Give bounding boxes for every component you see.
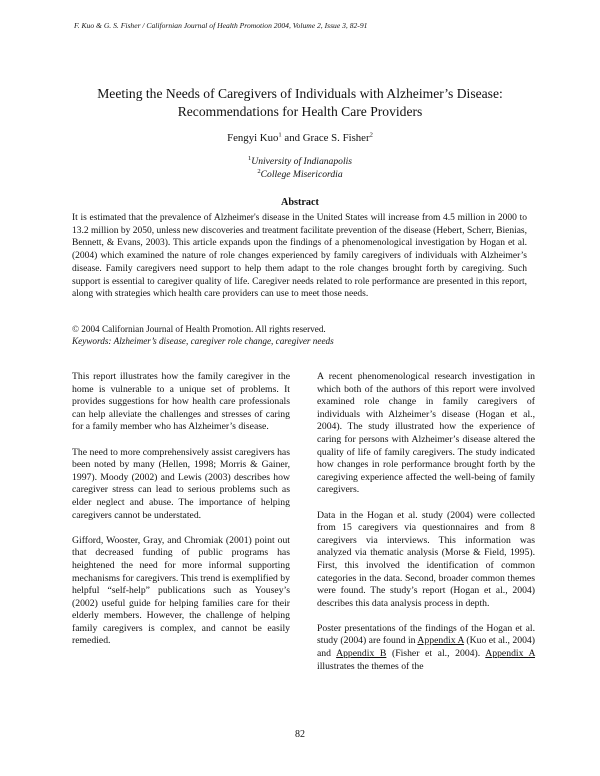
body-paragraph-with-links bbox=[317, 623, 535, 673]
text-run: Poster presentations of the findings of the Hogan et al. study (2004) are found in bbox=[317, 622, 535, 647]
author-conjunction: and bbox=[281, 132, 303, 144]
body-paragraph: This report illustrates how the family caregiver in the home is vulnerable to a unique set of problems. It provides suggestions for how health care professionals can help alleviate the challenges and stresses of caring for a family member who has Alzheimer’s disease. bbox=[72, 371, 290, 433]
text-run: (Kuo et al., 2004) and bbox=[317, 635, 535, 660]
affiliation-2 bbox=[60, 169, 540, 182]
body-paragraph: Gifford, Wooster, Gray, and Chromiak (2001) point out that decreased funding of public programs has heightened the need for more informal supporting mechanisms for caregivers. This trend is exemplified by helpful “self-help” publications such as Yousey’s (2002) useful guide for helping families care for their elderly members. However, the challenge of helping family caregivers is complex, and cannot be easily remedied. bbox=[72, 534, 290, 647]
title-line-2: Recommendations for Health Care Providers bbox=[177, 104, 423, 119]
running-head: F. Kuo & G. S. Fisher / Californian Journal of Health Promotion 2004, Volume 2, Issue 3, 82-91 bbox=[74, 21, 368, 30]
copyright-notice: © 2004 Californian Journal of Health Promotion. All rights reserved. bbox=[72, 324, 326, 334]
author-1-affil-marker: 1 bbox=[278, 131, 282, 139]
body-paragraph: The need to more comprehensively assist caregivers has been noted by many (Hellen, 1998; Morris & Gainer, 1997). Moody (2002) and Lewis (2003) describes how caregiver stress can lead to serious problems such as elder neglect and abuse. The importance of helping caregivers cannot be understated. bbox=[72, 446, 290, 521]
abstract-text: It is estimated that the prevalence of Alzheimer's disease in the United States will increase from 4.5 million in 2000 to 13.2 million by 2050, unless new discoveries and treatment facilitate prevention of the disease (Hebert, Scherr, Bienias, Bennett, & Evans, 2003). This article expands upon the findings of a phenomenological investigation by Hogan et al. (2004) which examined the nature of role changes experienced by family caregivers of individuals with Alzheimer’s disease. Family caregivers need support to help them adapt to the role changes brought forth by caregiving. Such support is essential to caregiver quality of life. Caregiver needs related to role performance are presented in this report, along with strategies which health care providers can use to meet those needs. bbox=[72, 213, 527, 300]
affiliation-1 bbox=[60, 156, 540, 169]
text-run: (Fisher et al., 2004). bbox=[386, 648, 486, 660]
author-2: Grace S. Fisher bbox=[302, 132, 370, 144]
body-column-left bbox=[72, 371, 290, 661]
body-column-right bbox=[317, 371, 535, 686]
affiliations bbox=[60, 156, 540, 181]
title-line-1: Meeting the Needs of Caregivers of Individuals with Alzheimer’s Disease: bbox=[97, 86, 503, 101]
body-paragraph: A recent phenomenological research investigation in which both of the authors of this report were involved examined role change in family caregivers of individuals with Alzheimer’s disease (Hogan et al., 2004). The study illustrated how the experience of caring for persons with Alzheimer’s disease altered the quality of life of family caregivers. The study indicated how changes in role performance brought forth by the caregiving experience affected the well-being of family caregivers. bbox=[317, 371, 535, 496]
keywords: Keywords: Alzheimer’s disease, caregiver role change, caregiver needs bbox=[72, 336, 334, 346]
affiliation-2-name: College Misericordia bbox=[260, 168, 343, 180]
page-number: 82 bbox=[295, 729, 305, 740]
abstract-heading: Abstract bbox=[281, 197, 319, 208]
appendix-a-link[interactable]: Appendix A bbox=[485, 648, 536, 660]
affiliation-2-marker: 2 bbox=[257, 167, 261, 175]
body-paragraph: Data in the Hogan et al. study (2004) were collected from 15 caregivers via questionnaires and from 8 caregivers via interviews. This information was analyzed via thematic analysis (Morse & Field, 1995). First, this involved the identification of common categories in the data. Second, broader common themes were found. The study’s report (Hogan et al., 2004) describes this data analysis process in depth. bbox=[317, 509, 535, 609]
appendix-b-link[interactable]: Appendix B bbox=[336, 648, 387, 660]
author-1: Fengyi Kuo bbox=[227, 132, 279, 144]
appendix-a-link[interactable]: Appendix A bbox=[417, 635, 464, 647]
affiliation-1-name: University of Indianapolis bbox=[251, 156, 353, 167]
text-run: illustrates the themes of the bbox=[317, 660, 424, 672]
author-2-affil-marker: 2 bbox=[369, 131, 373, 139]
article-title bbox=[60, 85, 540, 121]
affiliation-1-marker: 1 bbox=[247, 154, 252, 162]
author-line bbox=[60, 132, 540, 144]
